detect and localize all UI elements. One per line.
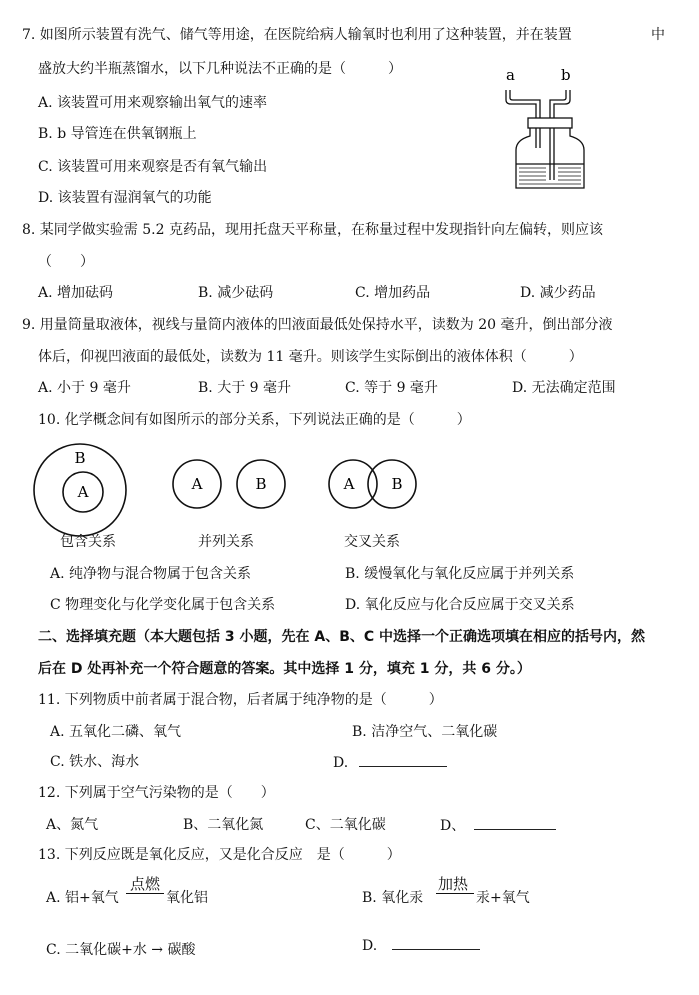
q13-option-b-reactants: B. 氧化汞 [362, 890, 424, 906]
q13-option-a-product: 氧化铝 [166, 890, 208, 906]
q8-stem-line2: （ ） [38, 254, 94, 270]
q7-stem-line2: 盛放大约半瓶蒸馏水，以下几种说法不正确的是（ ） [38, 61, 402, 77]
q12-option-b: B、二氧化氮 [183, 817, 264, 833]
q13-option-b-condition: 加热 [438, 875, 469, 893]
q12-option-c: C、二氧化碳 [305, 817, 386, 833]
q9-option-b: B. 大于 9 毫升 [198, 380, 291, 396]
q11-answer-blank[interactable] [359, 752, 447, 767]
q13-option-b-product: 汞+氧气 [476, 890, 530, 906]
q8-option-d: D. 减少药品 [520, 285, 596, 301]
q7-option-c: C. 该装置可用来观察是否有氧气输出 [38, 159, 268, 175]
label-contain-relation: 包含关系 [60, 534, 116, 550]
tube-label-a: a [506, 66, 515, 84]
contain-label-a: A [77, 483, 89, 501]
q8-option-a: A. 增加砝码 [38, 285, 114, 301]
q13-answer-blank[interactable] [392, 935, 480, 950]
q10-option-a: A. 纯净物与混合物属于包含关系 [50, 566, 252, 582]
contain-label-b: B [74, 449, 86, 467]
q12-option-d [440, 815, 556, 836]
q13-option-a-reaction-arrow [126, 893, 164, 894]
q12-option-a: A、氮气 [46, 817, 99, 833]
label-cross-relation: 交叉关系 [344, 534, 400, 550]
gas-washing-bottle-diagram [492, 60, 612, 195]
q7-option-d: D. 该装置有湿润氧气的功能 [38, 190, 212, 206]
q11-option-c: C. 铁水、海水 [50, 754, 140, 770]
q10-stem: 10. 化学概念间有如图所示的部分关系，下列说法正确的是（ ） [38, 412, 471, 428]
q10-option-c: C 物理变化与化学变化属于包含关系 [50, 597, 276, 613]
section2-heading-line1: 二、选择填充题（本大题包括 3 小题，先在 A、B、C 中选择一个正确选项填在相应的括号内，然 [38, 629, 646, 645]
q8-option-c: C. 增加药品 [355, 285, 431, 301]
parallel-label-a: A [191, 475, 203, 493]
q7-stem-line1: 7. 如图所示装置有洗气、储气等用途，在医院给病人输氧时也利用了这种装置，并在装置 [22, 27, 572, 43]
q12-option-d-label: D、 [440, 818, 466, 834]
q13-option-d [362, 935, 480, 956]
q9-option-a: A. 小于 9 毫升 [38, 380, 131, 396]
q11-option-a: A. 五氧化二磷、氧气 [50, 724, 182, 740]
label-parallel-relation: 并列关系 [198, 534, 254, 550]
q13-option-b-reaction-arrow [436, 893, 474, 894]
q12-stem: 12. 下列属于空气污染物的是（ ） [38, 785, 275, 801]
q13-stem: 13. 下列反应既是氧化反应，又是化合反应 是（ ） [38, 847, 401, 863]
q13-option-a-reactants: A. 铝+氧气 [46, 890, 119, 906]
q7-stem-tail: 中 [651, 27, 665, 43]
q7-option-a: A. 该装置可用来观察输出氧气的速率 [38, 95, 268, 111]
cross-label-a: A [343, 475, 355, 493]
q8-option-b: B. 减少砝码 [198, 285, 274, 301]
q7-option-b: B. b 导管连在供氧钢瓶上 [38, 126, 197, 142]
q9-option-c: C. 等于 9 毫升 [345, 380, 438, 396]
q13-option-a-condition: 点燃 [130, 875, 161, 893]
q13-option-d-label: D. [362, 938, 378, 954]
q10-option-d: D. 氧化反应与化合反应属于交叉关系 [345, 597, 575, 613]
tube-label-b: b [561, 66, 571, 84]
section2-heading-line2: 后在 D 处再补充一个符合题意的答案。其中选择 1 分，填充 1 分，共 6 分。） [38, 661, 531, 677]
q8-stem-line1: 8. 某同学做实验需 5.2 克药品，现用托盘天平称量，在称量过程中发现指针向左偏转，则应该 [22, 222, 603, 238]
q10-option-b: B. 缓慢氧化与氧化反应属于并列关系 [345, 566, 575, 582]
q12-answer-blank[interactable] [474, 815, 556, 830]
cross-label-b: B [391, 475, 403, 493]
q13-option-c: C. 二氧化碳+水 → 碳酸 [46, 942, 196, 958]
q9-option-d: D. 无法确定范围 [512, 380, 616, 396]
q11-option-d-label: D. [333, 755, 349, 771]
parallel-label-b: B [255, 475, 267, 493]
q11-option-d [333, 752, 447, 773]
q9-stem-line2: 体后，仰视凹液面的最低处，读数为 11 毫升。则该学生实际倒出的液体体积（ ） [38, 349, 583, 365]
q11-stem: 11. 下列物质中前者属于混合物，后者属于纯净物的是（ ） [38, 692, 443, 708]
q11-option-b: B. 洁净空气、二氧化碳 [352, 724, 498, 740]
q9-stem-line1: 9. 用量筒量取液体，视线与量筒内液体的凹液面最低处保持水平，读数为 20 毫升，倒出部分液 [22, 317, 613, 333]
